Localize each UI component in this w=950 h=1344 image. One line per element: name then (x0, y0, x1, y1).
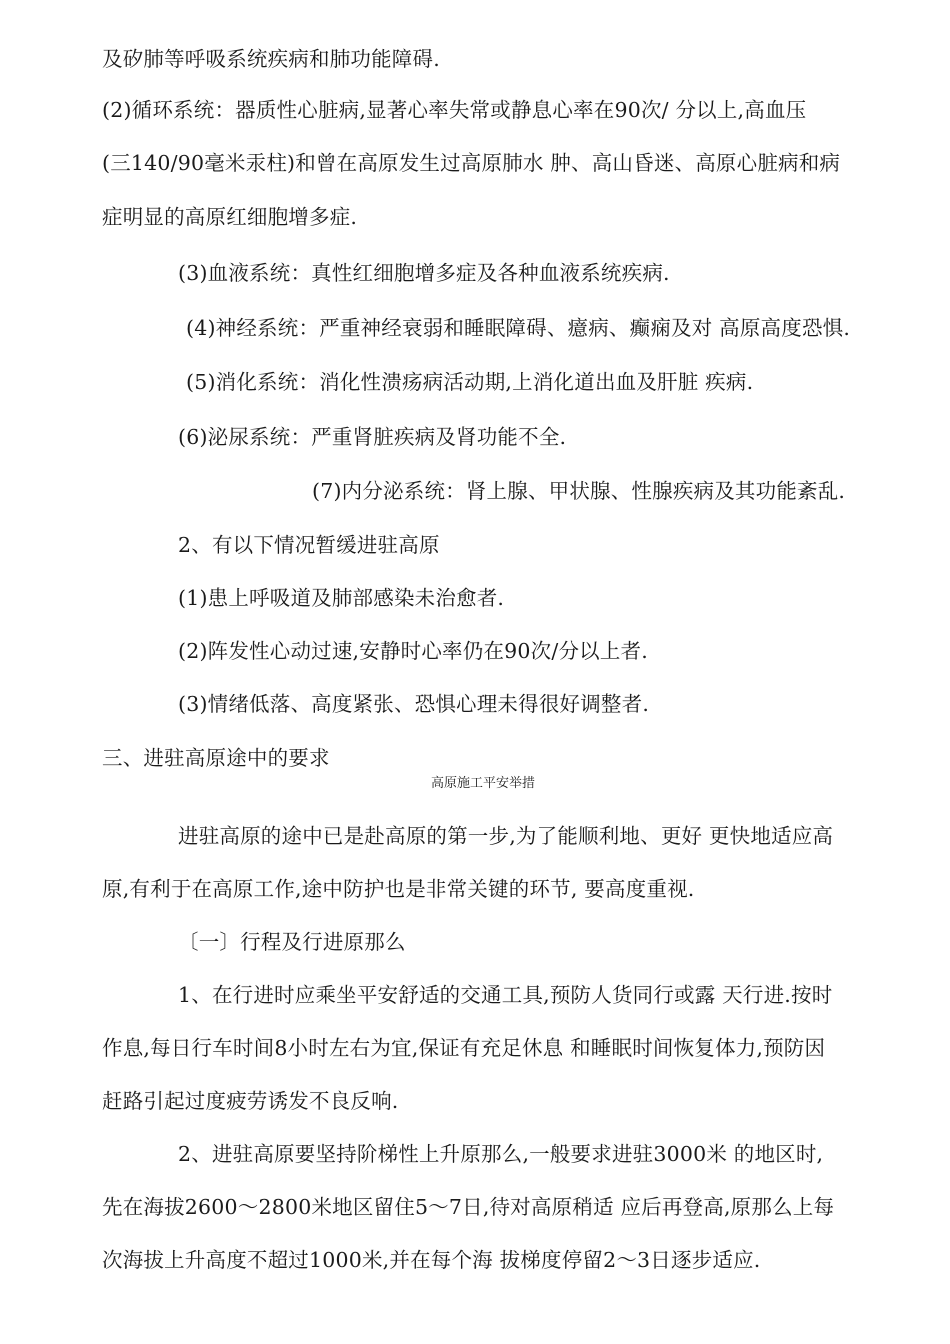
text-line: (4)神经系统：严重神经衰弱和睡眠障碍、癔病、癫痫及对 高原高度恐惧. (186, 316, 851, 340)
text-line: (6)泌尿系统：严重肾脏疾病及肾功能不全. (178, 425, 567, 449)
text-line: 及矽肺等呼吸系统疾病和肺功能障碍. (102, 47, 440, 71)
text-line: 2、进驻高原要坚持阶梯性上升原那么,一般要求进驻3000米 的地区时, (178, 1142, 824, 1166)
page-header: 高原施工平安举措 (431, 776, 536, 791)
text-line: 先在海拔2600〜2800米地区留住5〜7日,待对高原稍适 应后再登高,原那么上每 (102, 1195, 835, 1219)
section-heading: 2、有以下情况暂缓进驻高原 (178, 533, 440, 557)
text-line: 作息,每日行车时间8小时左右为宜,保证有充足休息 和睡眠时间恢复体力,预防因 (102, 1036, 826, 1060)
section-heading: 三、进驻高原途中的要求 (102, 746, 330, 770)
text-line: (2)阵发性心动过速,安静时心率仍在90次/分以上者. (178, 639, 648, 663)
text-line: 1、在行进时应乘坐平安舒适的交通工具,预防人货同行或露 天行进.按时 (178, 983, 833, 1007)
text-line: (3)血液系统：真性红细胞增多症及各种血液系统疾病. (178, 261, 670, 285)
text-line: 次海拔上升高度不超过1000米,并在每个海 拔梯度停留2〜3日逐步适应. (102, 1248, 761, 1272)
text-line: (7)内分泌系统：肾上腺、甲状腺、性腺疾病及其功能紊乱. (312, 479, 846, 503)
section-heading: 〔一〕行程及行进原那么 (178, 930, 406, 954)
text-line: (3)情绪低落、高度紧张、恐惧心理未得很好调整者. (178, 692, 650, 716)
text-line: (三140/90毫米汞柱)和曾在高原发生过高原肺水 肿、高山昏迷、高原心脏病和病 (102, 151, 841, 175)
text-line: 原,有利于在高原工作,途中防护也是非常关键的环节, 要高度重视. (102, 877, 695, 901)
text-line: 症明显的高原红细胞增多症. (102, 205, 358, 229)
text-line: (2)循环系统：器质性心脏病,显著心率失常或静息心率在90次/ 分以上,高血压 (102, 98, 807, 122)
text-line: 赶路引起过度疲劳诱发不良反响. (102, 1089, 399, 1113)
text-line: 进驻高原的途中已是赴高原的第一步,为了能顺利地、更好 更快地适应高 (178, 824, 834, 848)
text-line: (1)患上呼吸道及肺部感染未治愈者. (178, 586, 505, 610)
text-line: (5)消化系统：消化性溃疡病活动期,上消化道出血及肝脏 疾病. (186, 370, 754, 394)
